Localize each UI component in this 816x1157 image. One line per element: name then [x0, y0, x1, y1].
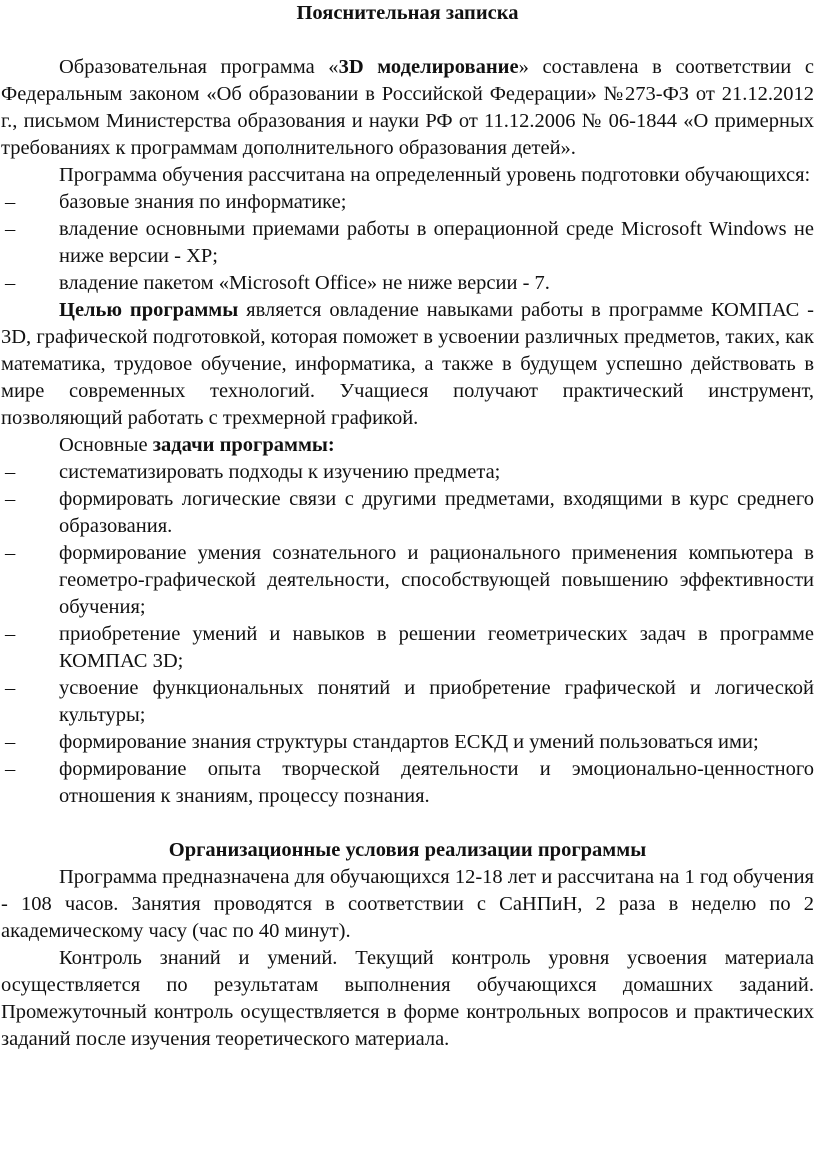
tasks-heading-bold: задачи программы: [152, 434, 335, 456]
duration-paragraph: Программа предназначена для обучающихся 12-18 лет и рассчитана на 1 год обучения - 108 часов. Занятия проводятся в соответствии с СаНПиН, 2 раза в неделю по 2 академическому часу (час по 40 минут). [1, 866, 814, 942]
goal-label: Целью программы [59, 299, 239, 321]
audience-paragraph: Программа обучения рассчитана на определенный уровень подготовки обучающихся: [59, 164, 811, 186]
intro-text-start: Образовательная программа « [59, 56, 339, 78]
list-item: – формирование опыта творческой деятельности и эмоционально-ценностного отношения к знаниям, процессу познания. [1, 756, 814, 810]
list-item: – формирование знания структуры стандартов ЕСКД и умений пользоваться ими; [1, 729, 814, 756]
tasks-heading-text: Основные [59, 434, 153, 456]
list-item: – систематизировать подходы к изучению предмета; [1, 459, 814, 486]
goal-paragraph [1, 297, 814, 432]
list-item: – формирование умения сознательного и рационального применения компьютера в геометро-графической деятельности, способствующей повышению эффективности обучения; [1, 540, 814, 621]
list-item: – базовые знания по информатике; [1, 189, 814, 216]
list-item: – владение основными приемами работы в операционной среде Microsoft Windows не ниже версии - XP; [1, 216, 814, 270]
control-paragraph: Контроль знаний и умений. Текущий контроль уровня усвоения материала осуществляется по результатам выполнения обучающихся домашних заданий. Промежуточный контроль осуществляется в форме контрольных вопросов и практических заданий после изучения теоретического материала. [1, 947, 814, 1050]
goal-text: является овладение навыками работы в программе КОМПАС - 3D, графической подготовкой, которая поможет в усвоении различных предметов, таких, как математика, трудовое обучение, информатика, а также в будущем успешно действовать в мире современных технологий. Учащиеся получают практический инструмент, позволяющий работать с трехмерной графикой. [1, 299, 814, 429]
section-title: Организационные условия реализации программы [168, 839, 647, 861]
tasks-heading [1, 432, 814, 459]
intro-text-end: » составлена в соответствии с Федеральным законом «Об образовании в Российской Федерации» №273-ФЗ от 21.12.2012 г., письмом Министерства образования и науки РФ от 11.12.2006 № 06-1844 «О примерных требованиях к программам дополнительного образования детей». [1, 56, 814, 159]
list-item: – владение пакетом «Microsoft Office» не ниже версии - 7. [1, 270, 814, 297]
list-item: – формировать логические связи с другими предметами, входящими в курс среднего образования. [1, 486, 814, 540]
page-title: Пояснительная записка [296, 2, 519, 24]
tasks-list [1, 459, 814, 810]
intro-paragraph [1, 54, 814, 162]
program-name: 3D моделирование [338, 56, 519, 78]
list-item: – приобретение умений и навыков в решении геометрических задач в программе КОМПАС 3D; [1, 621, 814, 675]
requirements-list [1, 189, 814, 297]
list-item: – усвоение функциональных понятий и приобретение графической и логической культуры; [1, 675, 814, 729]
